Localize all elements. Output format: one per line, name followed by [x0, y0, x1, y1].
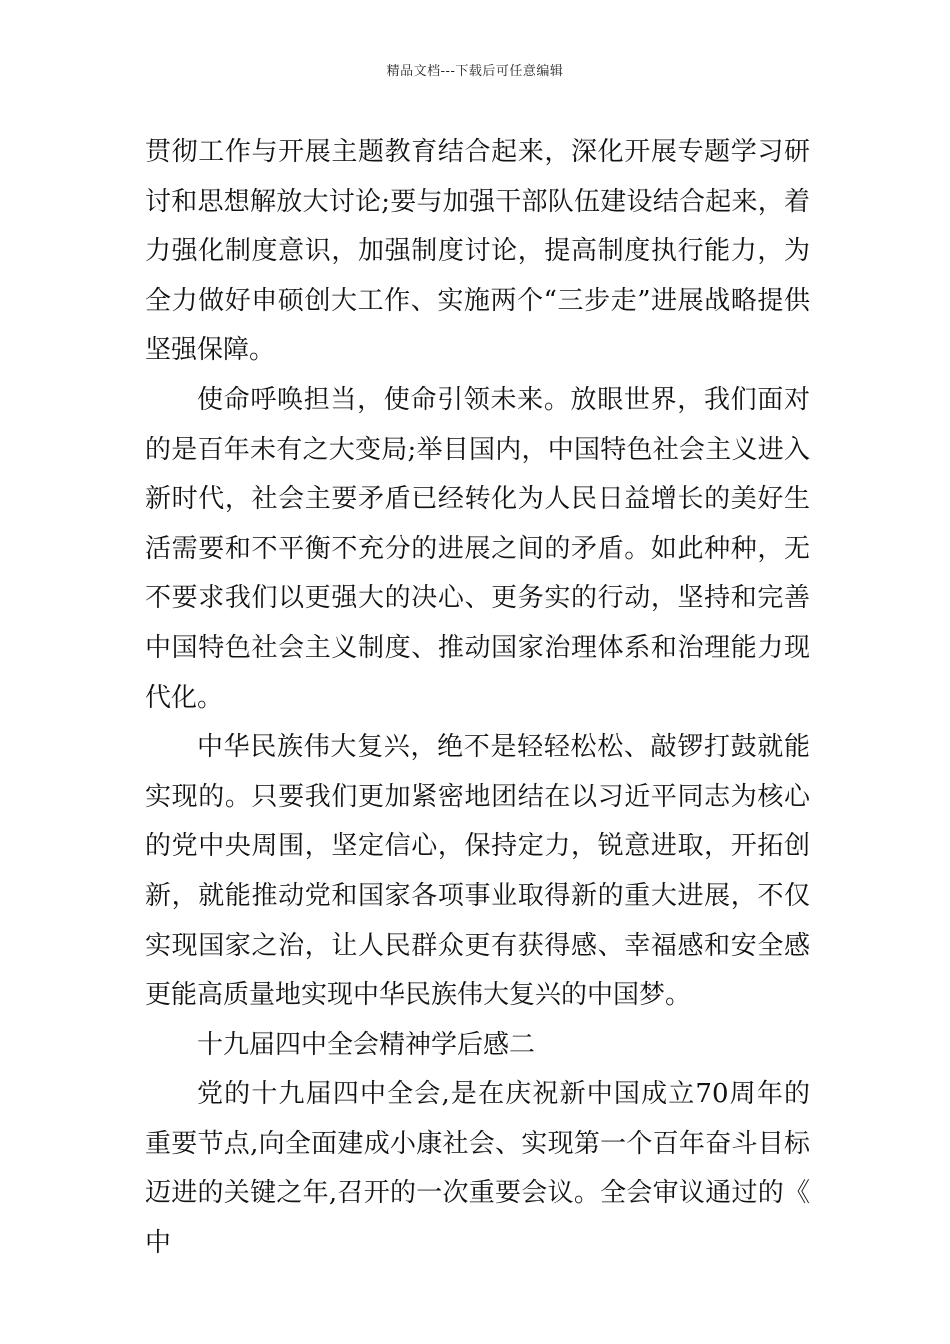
paragraph-2: 使命呼唤担当，使命引领未来。放眼世界，我们面对的是百年未有之大变局;举目国内，中国特色社会主义进入新时代，社会主要矛盾已经转化为人民日益增长的美好生活需要和不平衡不充分的进展之间的矛盾。如此种种，无不要求我们以更强大的决心、更务实的行动，坚持和完善中国特色社会主义制度、推动国家治理体系和治理能力现代化。: [145, 384, 810, 713]
paragraph-4: 党的十九届四中全会,是在庆祝新中国成立70周年的重要节点,向全面建成小康社会、实现第一个百年奋斗目标迈进的关键之年,召开的一次重要会议。全会审议通过的《中: [145, 1079, 810, 1259]
paragraph-1: 贯彻工作与开展主题教育结合起来，深化开展专题学习研讨和思想解放大讨论;要与加强干部队伍建设结合起来，着力强化制度意识，加强制度讨论，提高制度执行能力，为全力做好申硕创大工作、实施两个“三步走”进展战略提供坚强保障。: [145, 137, 810, 366]
paragraph-3: 中华民族伟大复兴，绝不是轻轻松松、敲锣打鼓就能实现的。只要我们更加紧密地团结在以习近平同志为核心的党中央周围，坚定信心，保持定力，锐意进取，开拓创新，就能推动党和国家各项事业取得新的重大进展，不仅实现国家之治，让人民群众更有获得感、幸福感和安全感更能高质量地实现中华民族伟大复兴的中国梦。: [145, 732, 810, 1011]
page-header: 精品文档---下载后可任意编辑: [386, 64, 564, 79]
document-body: [145, 128, 810, 1269]
section-heading: 十九届四中全会精神学后感二: [197, 1029, 536, 1060]
